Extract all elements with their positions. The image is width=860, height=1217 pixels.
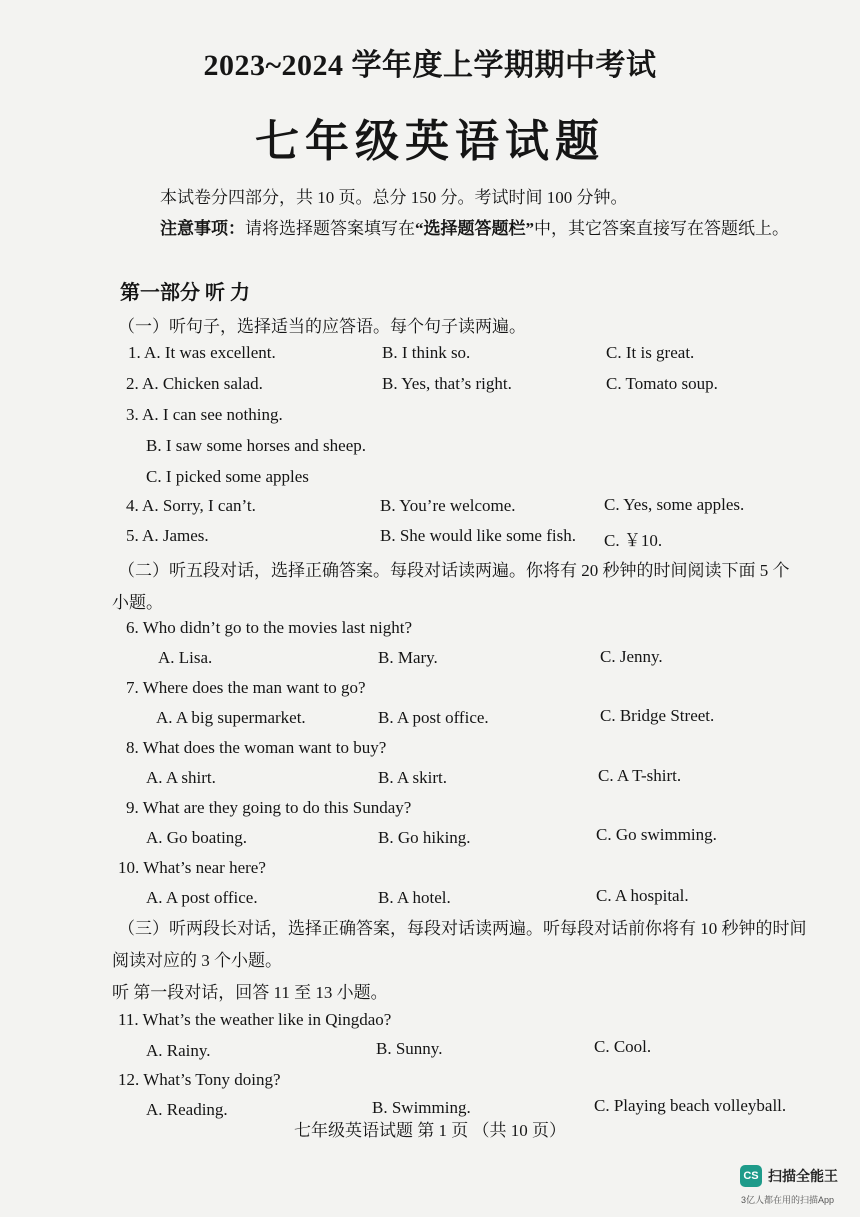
q3-option-b: B. I saw some horses and sheep. [146,436,367,455]
notice-bold: “选择题答题栏” [415,219,534,238]
q7-option-b: B. A post office. [378,708,489,727]
section-instruction: （一）听句子，选择适当的应答语。每个句子读两遍。 [118,317,526,336]
q8-option-a: A. A shirt. [146,768,216,787]
q9-stem: 9. What are they going to do this Sunday? [126,798,412,817]
dialog-instruction: 听 第一段对话，回答 11 至 13 小题。 [112,983,388,1002]
q12-option-b: B. Swimming. [372,1098,471,1117]
q9-option-c: C. Go swimming. [596,825,717,844]
q10-option-b: B. A hotel. [378,888,451,907]
section-instruction: （三）听两段长对话，选择正确答案，每段对话读两遍。听每段对话前你将有 10 秒钟的时间 [118,919,807,938]
q8-stem: 8. What does the woman want to buy? [126,738,387,757]
section-instruction: （二）听五段对话，选择正确答案。每段对话读两遍。你将有 20 秒钟的时间阅读下面 5 个 [118,561,790,580]
scanner-brand-name: 扫描全能王 [768,1168,838,1184]
notice-text-1: 请将选择题答案填写在 [245,219,415,238]
q8-option-b: B. A skirt. [378,768,447,787]
q2-option-a: 2. A. Chicken salad. [126,374,263,393]
q11-option-c: C. Cool. [594,1037,652,1056]
q4-option-b: B. You’re welcome. [380,496,516,515]
q12-option-a: A. Reading. [146,1100,228,1119]
part-title: 第一部分 听 力 [120,282,250,304]
camscanner-logo-icon: CS [740,1165,762,1187]
q7-stem: 7. Where does the man want to go? [126,678,366,697]
q2-option-b: B. Yes, that’s right. [382,374,512,393]
notice-line [160,214,789,239]
q4-option-c: C. Yes, some apples. [604,495,745,514]
q10-option-a: A. A post office. [146,888,258,907]
q6-stem: 6. Who didn’t go to the movies last night? [126,618,412,637]
notice-label: 注意事项： [160,219,245,238]
q6-option-a: A. Lisa. [158,648,213,667]
scanner-watermark [740,1165,838,1187]
q3-option-a: 3. A. I can see nothing. [126,405,283,424]
q12-stem: 12. What’s Tony doing? [118,1070,281,1089]
q2-option-c: C. Tomato soup. [606,374,718,393]
intro-line: 本试卷分四部分，共 10 页。总分 150 分。考试时间 100 分钟。 [160,188,628,207]
q10-option-c: C. A hospital. [596,886,689,905]
q11-stem: 11. What’s the weather like in Qingdao? [118,1010,392,1029]
q6-option-b: B. Mary. [378,648,438,667]
notice-text-2: 中，其它答案直接写在答题纸上。 [534,219,789,238]
q5-option-a: 5. A. James. [126,526,209,545]
q12-option-c: C. Playing beach volleyball. [594,1096,787,1115]
q1-option-b: B. I think so. [382,343,471,362]
q7-option-c: C. Bridge Street. [600,706,715,725]
q9-option-a: A. Go boating. [146,828,248,847]
q11-option-b: B. Sunny. [376,1039,443,1058]
q4-option-a: 4. A. Sorry, I can’t. [126,496,256,515]
q6-option-c: C. Jenny. [600,647,663,666]
q9-option-b: B. Go hiking. [378,828,471,847]
section-instruction: 小题。 [112,593,163,612]
page-footer: 七年级英语试题 第 1 页 （共 10 页） [294,1121,566,1140]
paper-title: 七年级英语试题 [255,117,605,166]
q10-stem: 10. What’s near here? [118,858,266,877]
section-instruction: 阅读对应的 3 个小题。 [112,951,282,970]
q5-option-c: C. ￥10. [604,531,663,550]
q8-option-c: C. A T-shirt. [598,766,682,785]
scanner-slogan: 3亿人都在用的扫描App [741,1195,835,1205]
q7-option-a: A. A big supermarket. [156,708,306,727]
q11-option-a: A. Rainy. [146,1041,211,1060]
q1-option-c: C. It is great. [606,343,695,362]
q1-option-a: 1. A. It was excellent. [128,343,276,362]
q3-option-c: C. I picked some apples [146,467,309,486]
exam-title: 2023~2024 学年度上学期期中考试 [203,49,657,82]
q5-option-b: B. She would like some fish. [380,526,576,545]
